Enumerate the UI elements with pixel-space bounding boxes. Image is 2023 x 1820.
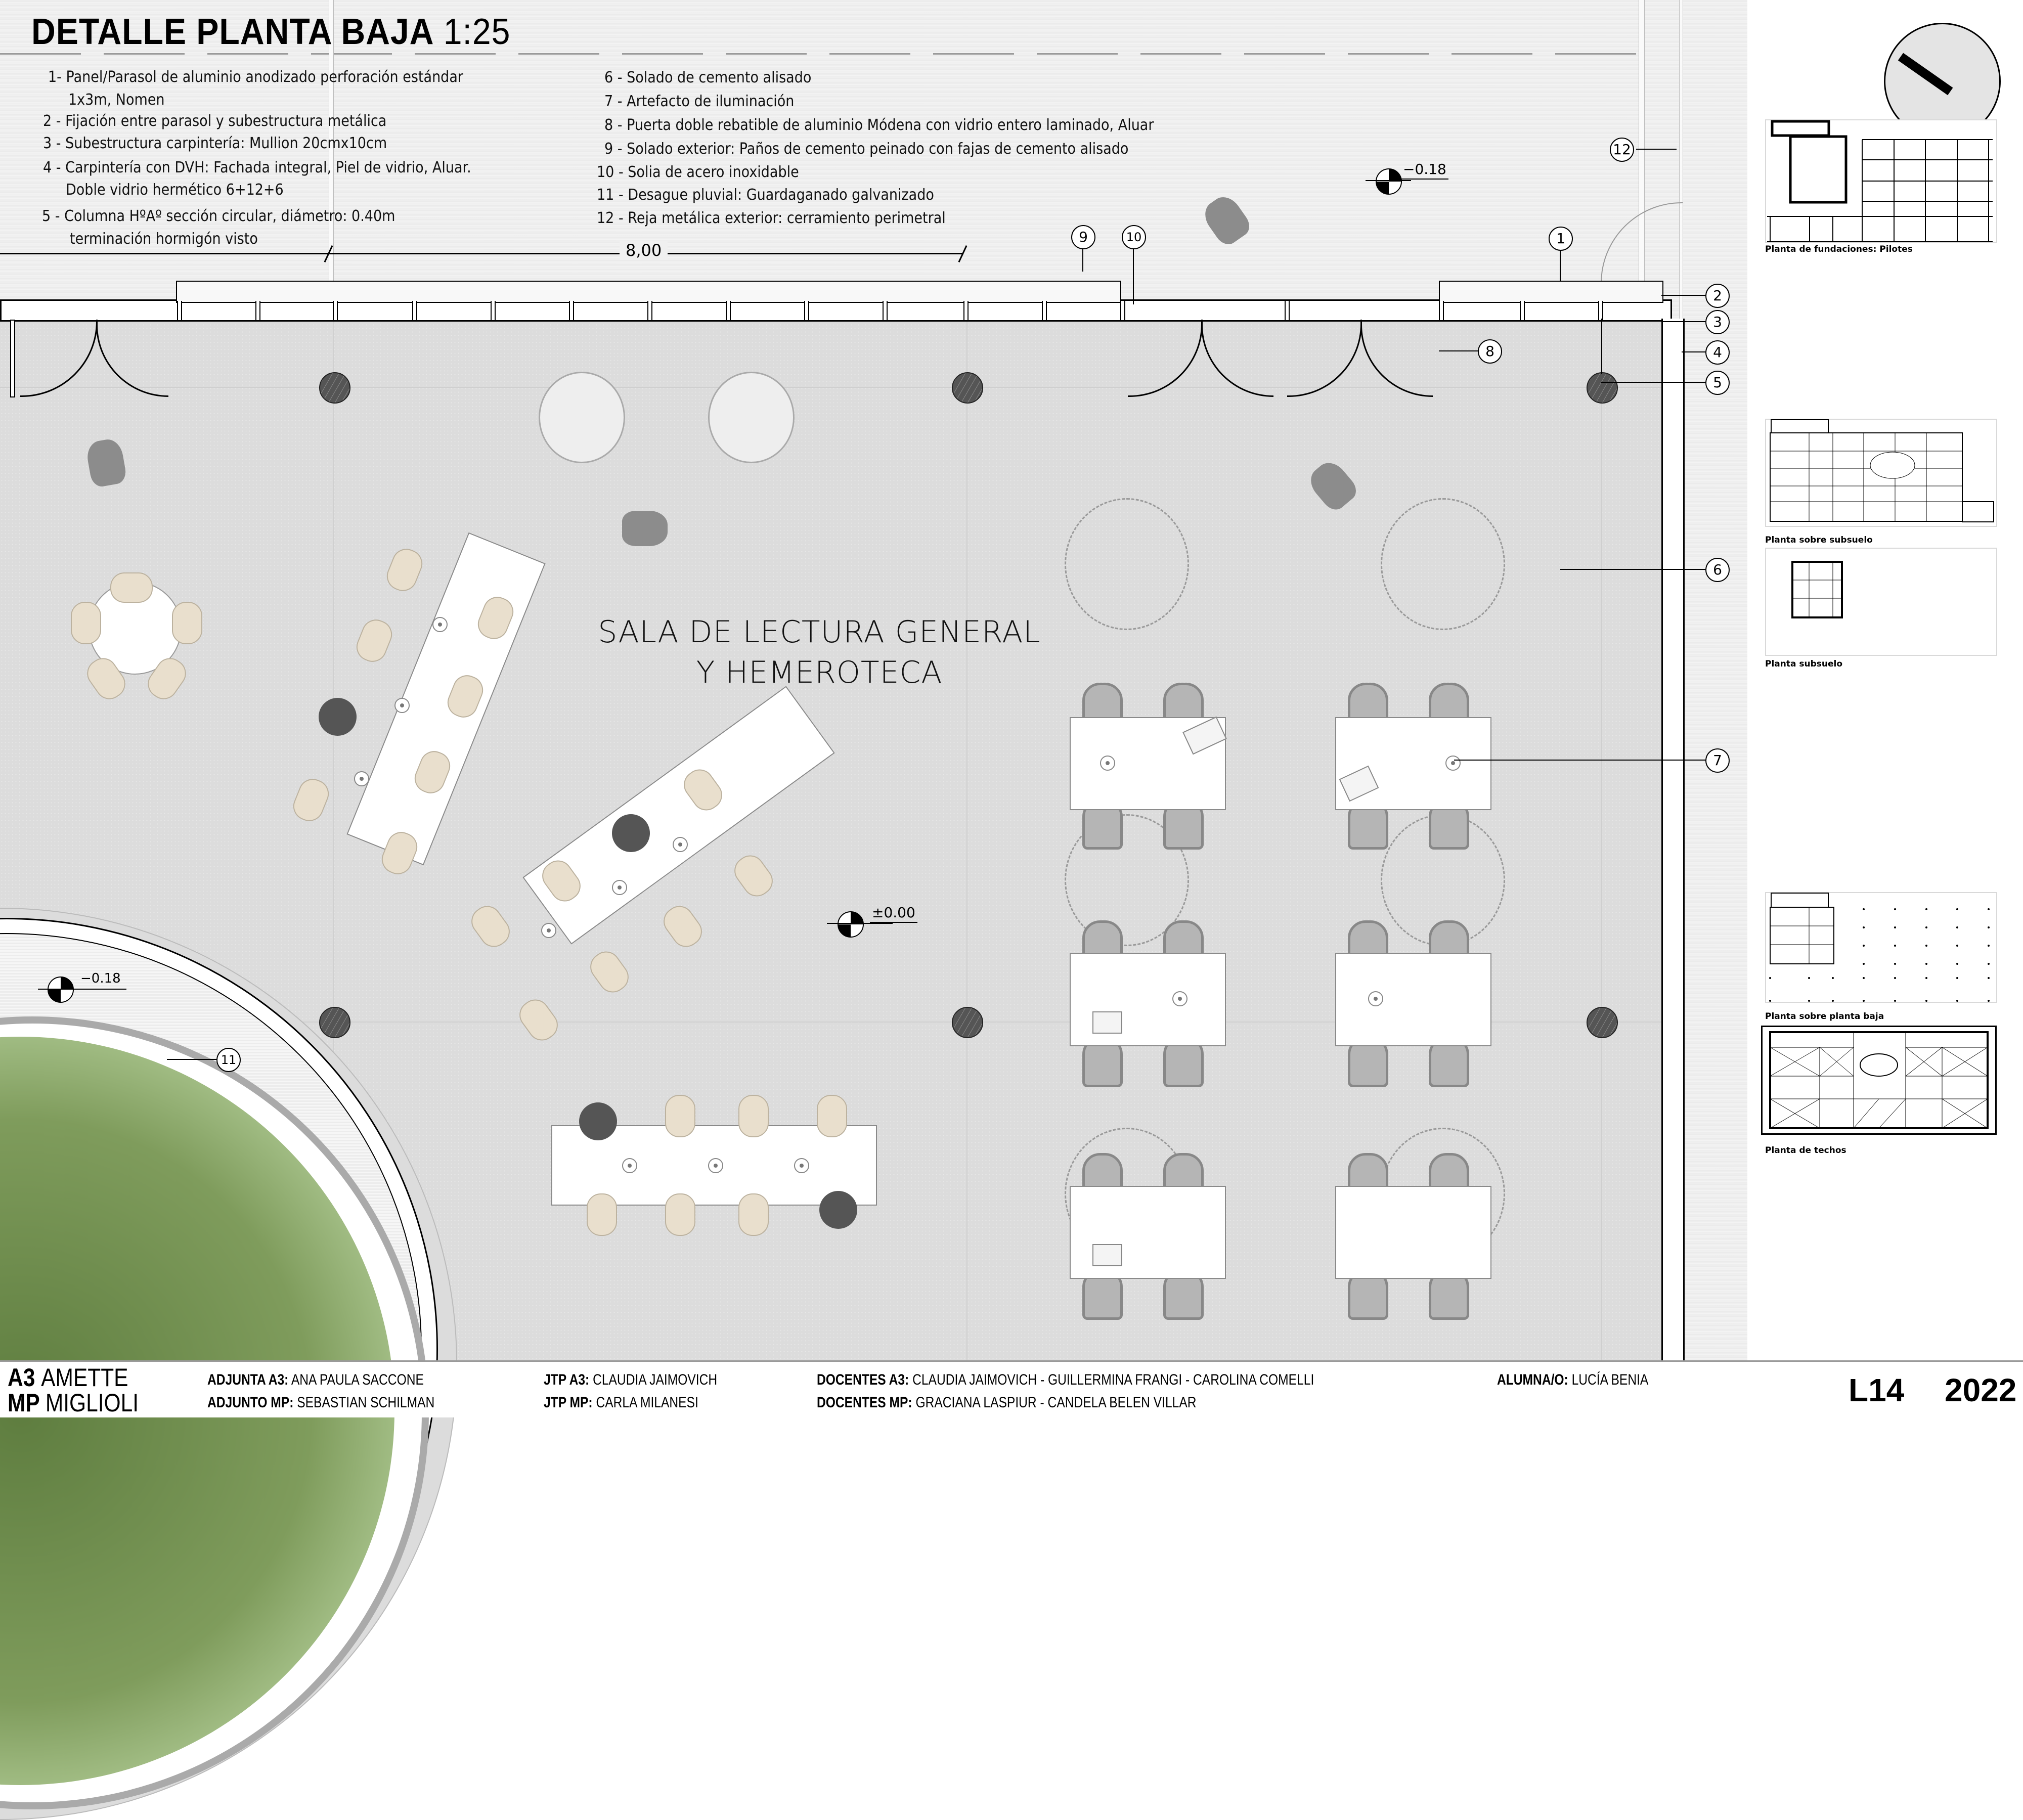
dashed-line xyxy=(933,53,1014,55)
level-marker-icon xyxy=(838,911,864,938)
column-icon xyxy=(952,1007,983,1038)
level-marker-icon xyxy=(48,976,74,1003)
chair-mp: MP MIGLIOLI xyxy=(8,1389,139,1417)
lamp-icon xyxy=(673,837,688,852)
legend-item-11: 11 - Desague pluvial: Guardaganado galvanizado xyxy=(597,186,934,204)
callout-1: 1 xyxy=(1549,227,1573,251)
legend-item-3: 3 - Subestructura carpintería: Mullion 20cmx10cm xyxy=(43,135,387,152)
north-needle xyxy=(1898,53,1953,96)
page-title xyxy=(31,11,510,53)
callout-11: 11 xyxy=(216,1048,241,1072)
basement-grid xyxy=(1766,549,1996,655)
roof-plan xyxy=(1763,1027,1995,1133)
docentes-a3: DOCENTES A3: CLAUDIA JAIMOVICH - GUILLERMINA FRANGI - CAROLINA COMELLI xyxy=(817,1371,1314,1388)
room-label-line-2: Y HEMEROTECA xyxy=(696,655,943,690)
mullion xyxy=(1285,301,1290,320)
laptop-icon xyxy=(1092,1244,1122,1266)
dashed-line xyxy=(1452,53,1532,55)
column-icon xyxy=(952,372,983,404)
scale-text: 1:25 xyxy=(443,12,511,52)
jtp-mp: JTP MP: CARLA MILANESI xyxy=(544,1394,698,1411)
skylight-projection xyxy=(1381,498,1505,630)
callout-6: 6 xyxy=(1705,558,1730,582)
mullion xyxy=(804,301,809,320)
leader-line xyxy=(1601,382,1705,383)
seated-person-icon xyxy=(579,1102,617,1140)
docentes-mp: DOCENTES MP: GRACIANA LASPIUR - CANDELA BELEN VILLAR xyxy=(817,1394,1197,1411)
leader-line xyxy=(1682,351,1705,352)
room-label xyxy=(587,612,1052,693)
curtain-wall-east xyxy=(1661,319,1685,1360)
legend-item-5: 5 - Columna HºAº sección circular, diámetro: 0.40m xyxy=(42,207,395,225)
foundations-grid xyxy=(1766,120,1996,242)
seated-person-icon xyxy=(319,698,357,736)
level-value: −0.18 xyxy=(1401,161,1448,180)
legend-item-2: 2 - Fijación entre parasol y subestructura metálica xyxy=(43,112,387,130)
dashed-line xyxy=(1037,53,1118,55)
dashed-line xyxy=(104,53,185,55)
callout-7: 7 xyxy=(1705,748,1730,773)
seated-person-icon xyxy=(612,814,650,852)
parasol-panels xyxy=(176,281,1121,303)
leader-line xyxy=(167,1059,216,1060)
level-value: −0.18 xyxy=(80,971,121,986)
mullion xyxy=(1520,301,1525,320)
lamp-icon xyxy=(432,617,448,632)
mullion xyxy=(255,301,260,320)
skylight-projection xyxy=(1065,498,1189,630)
mullion xyxy=(1439,301,1444,320)
chair xyxy=(738,1095,769,1137)
leader-line xyxy=(1560,250,1561,281)
title-text: DETALLE PLANTA BAJA xyxy=(31,12,434,52)
above-basement-grid xyxy=(1766,420,1996,526)
mullion xyxy=(1120,301,1125,320)
lamp-icon xyxy=(612,880,627,895)
key-plan-roof xyxy=(1761,1026,1997,1135)
legend-item-5-cont: terminación hormigón visto xyxy=(70,230,258,248)
lamp-icon xyxy=(354,771,369,786)
jtp-a3: JTP A3: CLAUDIA JAIMOVICH xyxy=(544,1371,718,1388)
mullion xyxy=(491,301,496,320)
dashed-line xyxy=(1244,53,1325,55)
laptop-icon xyxy=(1092,1011,1122,1034)
floor-joint xyxy=(966,320,967,1360)
lamp-icon xyxy=(794,1158,809,1173)
seated-person-icon xyxy=(819,1191,857,1229)
key-plan-foundations xyxy=(1765,119,1997,243)
leader-line xyxy=(1636,149,1677,150)
column-icon xyxy=(1587,372,1618,404)
adjunto-mp: ADJUNTO MP: SEBASTIAN SCHILMAN xyxy=(207,1394,435,1411)
legend-item-12: 12 - Reja metálica exterior: cerramiento perimetral xyxy=(597,209,946,227)
dashed-line xyxy=(311,53,392,55)
dashed-line xyxy=(415,53,496,55)
lamp-icon xyxy=(622,1158,637,1173)
leader-line xyxy=(1439,350,1478,351)
leader-line xyxy=(1133,249,1134,304)
mullion xyxy=(333,301,338,320)
key-plan-label: Planta sobre planta baja xyxy=(1765,1011,1884,1022)
callout-5: 5 xyxy=(1705,371,1730,395)
mullion xyxy=(412,301,417,320)
legend-item-4-cont: Doble vidrio hermético 6+12+6 xyxy=(66,181,284,199)
above-ground-grid xyxy=(1766,893,1996,1002)
callout-3: 3 xyxy=(1705,310,1730,334)
column-icon xyxy=(319,1007,350,1038)
dashed-line xyxy=(1140,53,1221,55)
level-marker-axis xyxy=(1366,180,1411,181)
legend-item-10: 10 - Solia de acero inoxidable xyxy=(597,163,799,181)
mullion xyxy=(726,301,731,320)
dashed-line xyxy=(518,53,599,55)
workstation-desk xyxy=(1335,1186,1491,1279)
mullion xyxy=(1042,301,1047,320)
key-plan-label: Planta de fundaciones: Pilotes xyxy=(1765,244,1913,254)
key-plan-above-ground xyxy=(1765,892,1997,1003)
dashed-line xyxy=(1348,53,1429,55)
leader-line xyxy=(1082,249,1083,272)
chair xyxy=(665,1193,695,1236)
mullion xyxy=(883,301,888,320)
legend-item-9: 9 - Solado exterior: Paños de cemento peinado con fajas de cemento alisado xyxy=(604,140,1129,158)
dashed-line xyxy=(1555,53,1636,55)
lamp-icon xyxy=(1445,756,1461,771)
year: 2022 xyxy=(1945,1372,2017,1408)
legend-item-7: 7 - Artefacto de iluminación xyxy=(604,93,795,110)
door-leaf xyxy=(10,320,15,397)
legend-item-1: 1- Panel/Parasol de aluminio anodizado perforación estándar xyxy=(48,68,463,86)
level-marker-icon xyxy=(1376,168,1402,195)
legend-item-8: 8 - Puerta doble rebatible de aluminio Módena con vidrio entero laminado, Aluar xyxy=(604,116,1154,134)
floor-joint xyxy=(1601,320,1602,1360)
callout-10: 10 xyxy=(1122,225,1146,249)
lamp-icon xyxy=(541,923,556,938)
leader-line xyxy=(1560,569,1705,570)
callout-8: 8 xyxy=(1478,339,1502,364)
dimension-label: 8,00 xyxy=(620,241,668,260)
chair xyxy=(71,602,101,644)
chair xyxy=(172,602,202,644)
dashed-line xyxy=(726,53,807,55)
sheet-code: L14 xyxy=(1849,1372,1905,1408)
callout-12: 12 xyxy=(1610,138,1634,162)
chair xyxy=(738,1193,769,1236)
parasol-panels xyxy=(1439,281,1663,303)
chair-a3: A3 AMETTE xyxy=(8,1363,128,1392)
lamp-icon xyxy=(394,698,410,713)
leader-line xyxy=(1661,295,1705,296)
key-plan-label: Planta sobre subsuelo xyxy=(1765,535,1873,545)
mullion xyxy=(647,301,652,320)
student: ALUMNA/O: LUCÍA BENIA xyxy=(1497,1371,1649,1388)
leader-line xyxy=(1601,319,1602,374)
chair xyxy=(110,572,153,603)
leader-line xyxy=(1454,760,1705,761)
lamp-icon xyxy=(1172,991,1188,1006)
column-icon xyxy=(319,372,350,404)
legend-item-6: 6 - Solado de cemento alisado xyxy=(604,69,812,86)
dashed-line xyxy=(0,53,81,55)
legend-item-4: 4 - Carpintería con DVH: Fachada integral, Piel de vidrio, Aluar. xyxy=(43,159,471,176)
level-marker-axis xyxy=(827,923,893,924)
key-plan-label: Planta de techos xyxy=(1765,1145,1846,1156)
dimension-line xyxy=(0,253,963,254)
lounge-chair xyxy=(708,372,795,463)
chair xyxy=(665,1095,695,1137)
room-label-line-1: SALA DE LECTURA GENERAL xyxy=(598,614,1041,650)
key-plan-basement xyxy=(1765,548,1997,656)
key-plan-above-basement xyxy=(1765,419,1997,527)
lamp-icon xyxy=(1100,756,1115,771)
key-plan-label: Planta subsuelo xyxy=(1765,659,1843,669)
mullion xyxy=(1598,301,1603,320)
callout-4: 4 xyxy=(1705,340,1730,365)
column-icon xyxy=(1587,1007,1618,1038)
callout-2: 2 xyxy=(1705,284,1730,308)
chair xyxy=(817,1095,847,1137)
lamp-icon xyxy=(1368,991,1383,1006)
callout-9: 9 xyxy=(1071,225,1095,249)
mullion xyxy=(569,301,574,320)
dashed-line xyxy=(207,53,288,55)
mullion xyxy=(963,301,969,320)
person-figure-icon xyxy=(622,511,668,546)
dashed-line xyxy=(829,53,910,55)
mullion xyxy=(177,301,182,320)
legend-item-1-cont: 1x3m, Nomen xyxy=(68,91,165,109)
chair xyxy=(587,1193,617,1236)
adjunta-a3: ADJUNTA A3: ANA PAULA SACCONE xyxy=(207,1371,424,1388)
level-value: ±0.00 xyxy=(870,904,917,923)
dashed-line xyxy=(622,53,703,55)
leader-line xyxy=(1661,321,1705,322)
lounge-chair xyxy=(539,372,625,463)
workstation-desk xyxy=(1335,953,1491,1046)
level-marker-axis xyxy=(38,989,126,990)
lamp-icon xyxy=(708,1158,723,1173)
